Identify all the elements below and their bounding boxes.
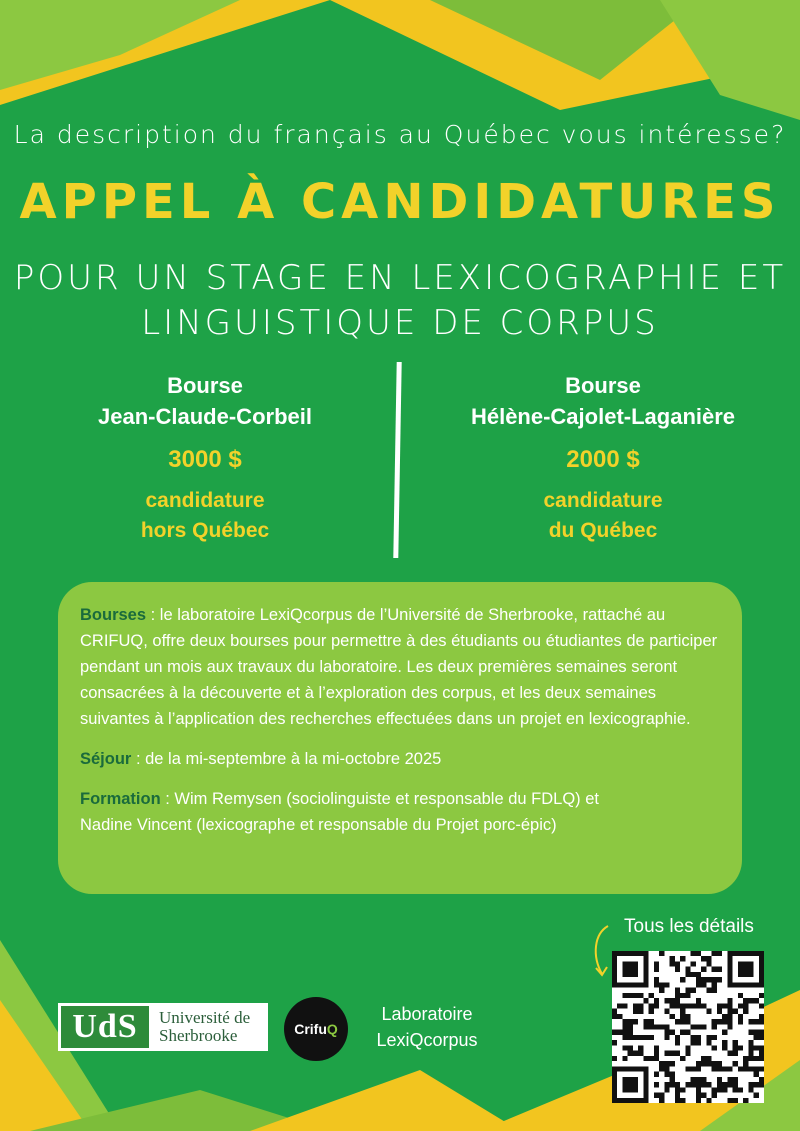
formation-text-line-1: : Wim Remysen (sociolinguiste et responsable du FDLQ) et [160, 790, 600, 808]
crifuq-logo-text: Crifu [294, 1021, 327, 1037]
subtitle-line-1: POUR UN STAGE EN LEXICOGRAPHIE ET [13, 258, 787, 298]
award-condition-line-1: candidature [543, 489, 663, 512]
uds-name [159, 1009, 250, 1045]
lexiqcorpus-lab-name [362, 1001, 492, 1053]
formation-label: Formation [80, 790, 161, 808]
award-condition-line-2: hors Québec [140, 519, 270, 542]
universite-de-sherbrooke-logo [58, 1003, 268, 1051]
uds-mark: UdS [61, 1006, 149, 1048]
crifuq-logo [284, 997, 348, 1061]
bourses-paragraph [80, 602, 720, 732]
award-condition-line-1: candidature [145, 489, 265, 512]
details-box [58, 582, 742, 894]
subtitle-line-2: LINGUISTIQUE DE CORPUS [141, 303, 659, 343]
lab-name-line-1: Laboratoire [381, 1004, 473, 1024]
award-amount: 3000 $ [168, 446, 242, 473]
subtitle [0, 256, 800, 346]
bourses-text: : le laboratoire LexiQcorpus de l’Université de Sherbrooke, rattaché au CRIFUQ, offre deux bourses pour permettre à des étudiants ou étudiantes de participer pendant un mois aux travaux du laboratoire. Les deux premières semaines seront consacrées à la découverte et à l’exploration des corpus, et les deux semaines suivantes à l’application des recherches effectuées dans un projet en lexicographie. [80, 606, 718, 728]
award-jean-claude-corbeil [40, 370, 370, 546]
formation-paragraph [80, 786, 720, 838]
award-condition [40, 486, 370, 546]
award-name-line-1: Bourse [565, 373, 641, 398]
headline: APPEL À CANDIDATURES [19, 174, 781, 230]
qr-code[interactable] [612, 951, 764, 1103]
crifuq-logo-q: Q [326, 1021, 338, 1037]
uds-name-line-1: Université de [159, 1008, 251, 1027]
intro-question: La description du français au Québec vous intéresse? [13, 120, 787, 149]
bourses-label: Bourses [80, 606, 147, 624]
award-condition [438, 486, 768, 546]
award-helene-cajolet-laganiere [438, 370, 768, 546]
award-name-line-2: Hélène-Cajolet-Laganière [470, 404, 736, 429]
formation-text-line-2: Nadine Vincent (lexicographe et responsable du Projet porc-épic) [80, 816, 557, 834]
award-name-line-2: Jean-Claude-Corbeil [98, 404, 312, 429]
uds-name-line-2: Sherbrooke [159, 1026, 238, 1045]
sejour-label: Séjour [80, 750, 132, 768]
award-name-line-1: Bourse [167, 373, 243, 398]
qr-caption: Tous les détails [624, 916, 754, 937]
award-condition-line-2: du Québec [548, 519, 658, 542]
qr-code-pattern [612, 951, 764, 1103]
award-amount: 2000 $ [566, 446, 640, 473]
sejour-text: : de la mi-septembre à la mi-octobre 2025 [131, 750, 442, 768]
sejour-paragraph [80, 746, 720, 772]
lab-name-line-2: LexiQcorpus [376, 1030, 478, 1050]
